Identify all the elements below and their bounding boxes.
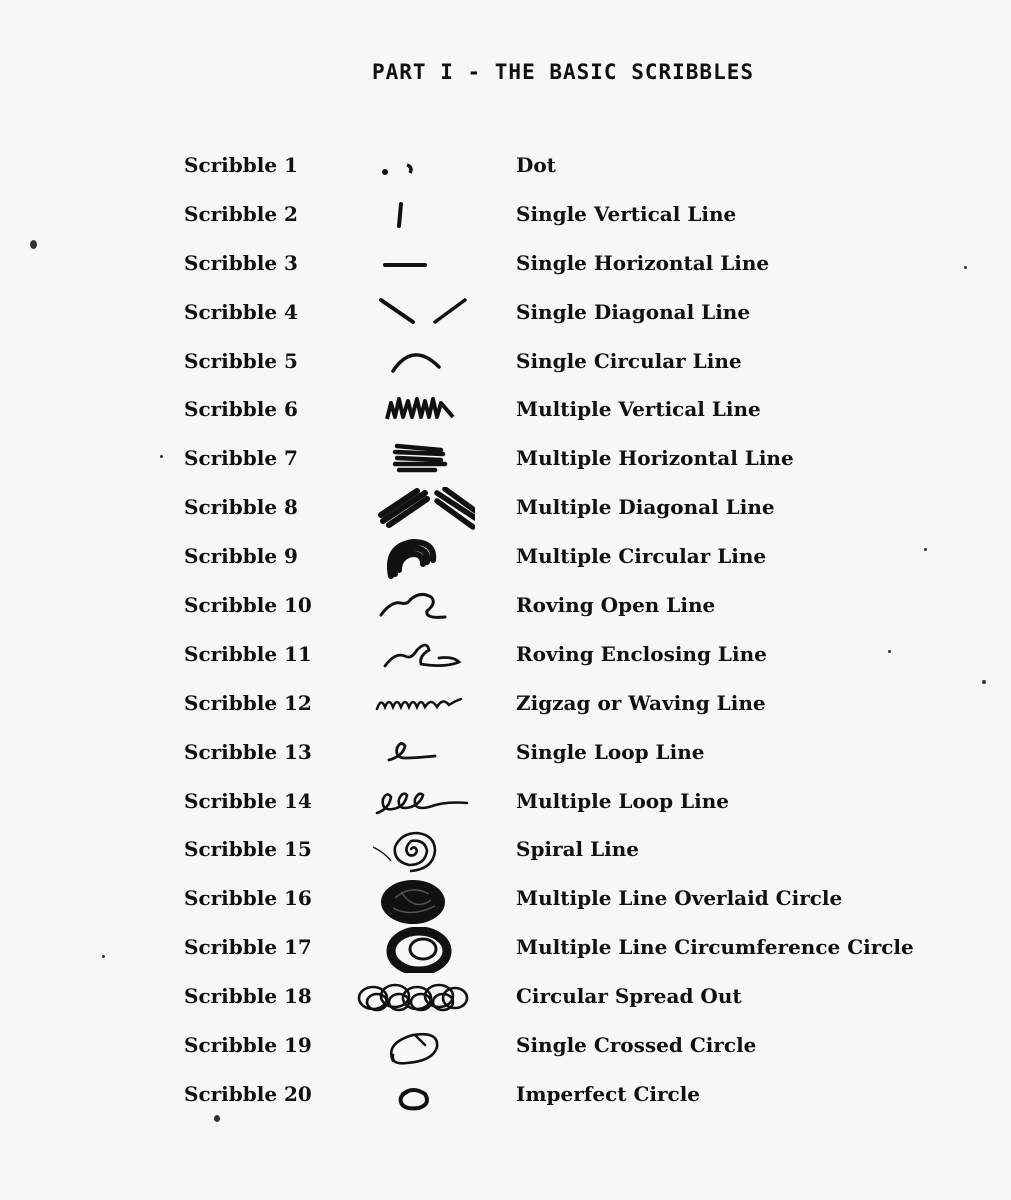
scan-speck <box>964 266 967 269</box>
scan-speck <box>30 240 37 249</box>
scribble-label: Scribble 15 <box>184 837 312 862</box>
scribble-description: Dot <box>516 153 556 177</box>
scan-speck <box>888 650 891 653</box>
list-item <box>0 1074 1011 1123</box>
spiral-line-icon <box>355 829 475 875</box>
scribble-label: Scribble 2 <box>184 201 298 226</box>
zigzag-waving-line-icon <box>355 683 475 729</box>
scribble-label: Scribble 9 <box>184 544 298 569</box>
scribble-description: Multiple Line Overlaid Circle <box>516 886 843 911</box>
page-title: PART I - THE BASIC SCRIBBLES <box>372 60 755 84</box>
scribble-description: Multiple Vertical Line <box>516 397 761 422</box>
list-item <box>0 781 1011 830</box>
scribble-description: Multiple Circular Line <box>516 544 767 569</box>
overlaid-circle-icon <box>355 878 475 924</box>
list-item <box>0 878 1011 927</box>
scribble-label: Scribble 1 <box>184 153 298 177</box>
multiple-vertical-line-icon <box>355 389 475 435</box>
scribble-label: Scribble 6 <box>184 397 298 422</box>
list-item <box>0 145 1011 194</box>
scan-speck <box>924 548 927 551</box>
list-item <box>0 976 1011 1025</box>
scribble-label: Scribble 16 <box>184 886 312 911</box>
dot-scribble-icon <box>355 145 475 191</box>
scribble-label: Scribble 17 <box>184 935 312 960</box>
scan-speck <box>214 1115 220 1122</box>
scribble-label: Scribble 20 <box>184 1081 312 1106</box>
list-item <box>0 536 1011 585</box>
scan-speck <box>102 955 105 958</box>
scribble-label: Scribble 8 <box>184 495 298 520</box>
scribble-description: Single Circular Line <box>516 348 742 373</box>
circumference-circle-icon <box>355 927 475 973</box>
scribble-description: Multiple Horizontal Line <box>516 446 794 471</box>
imperfect-circle-icon <box>355 1074 475 1120</box>
scribble-description: Imperfect Circle <box>516 1081 701 1106</box>
list-item <box>0 487 1011 536</box>
single-vertical-line-icon <box>355 194 475 240</box>
list-item <box>0 194 1011 243</box>
scribble-description: Single Loop Line <box>516 739 705 764</box>
scribble-label: Scribble 13 <box>184 739 312 764</box>
roving-enclosing-line-icon <box>355 634 475 680</box>
single-horizontal-line-icon <box>355 243 475 289</box>
scribble-label: Scribble 19 <box>184 1033 312 1058</box>
scribble-description: Multiple Diagonal Line <box>516 495 775 520</box>
scribble-description: Multiple Loop Line <box>516 788 729 813</box>
scan-speck <box>982 680 986 684</box>
single-crossed-circle-icon <box>355 1025 475 1071</box>
scribble-label: Scribble 18 <box>184 984 312 1009</box>
scribble-label: Scribble 14 <box>184 788 312 813</box>
scribble-description: Multiple Line Circumference Circle <box>516 935 914 960</box>
scribble-label: Scribble 7 <box>184 446 298 471</box>
list-item <box>0 829 1011 878</box>
list-item <box>0 438 1011 487</box>
list-item <box>0 683 1011 732</box>
scribble-label: Scribble 12 <box>184 690 312 715</box>
scribble-label: Scribble 11 <box>184 641 312 666</box>
list-item <box>0 243 1011 292</box>
roving-open-line-icon <box>355 585 475 631</box>
scribble-description: Single Vertical Line <box>516 201 737 226</box>
multiple-loop-line-icon <box>355 781 475 827</box>
single-circular-line-icon <box>355 341 475 387</box>
scribble-description: Single Diagonal Line <box>516 299 751 324</box>
list-item <box>0 389 1011 438</box>
list-item <box>0 1025 1011 1074</box>
multiple-horizontal-line-icon <box>355 438 475 484</box>
scribble-label: Scribble 10 <box>184 593 312 618</box>
scribble-description: Roving Open Line <box>516 593 716 618</box>
scribble-label: Scribble 4 <box>184 299 298 324</box>
list-item <box>0 732 1011 781</box>
multiple-diagonal-line-icon <box>355 487 475 533</box>
scribble-description: Roving Enclosing Line <box>516 641 767 666</box>
circular-spread-out-icon <box>355 976 475 1022</box>
scribble-description: Zigzag or Waving Line <box>516 690 766 715</box>
list-item <box>0 585 1011 634</box>
scribble-description: Spiral Line <box>516 837 640 862</box>
single-diagonal-line-icon <box>355 292 475 338</box>
multiple-circular-line-icon <box>355 536 475 582</box>
list-item <box>0 341 1011 390</box>
scribble-label: Scribble 5 <box>184 348 298 373</box>
scribble-description: Circular Spread Out <box>516 984 742 1009</box>
list-item <box>0 927 1011 976</box>
scribble-description: Single Crossed Circle <box>516 1033 757 1058</box>
list-item <box>0 634 1011 683</box>
scribble-label: Scribble 3 <box>184 250 298 275</box>
scan-speck <box>160 455 163 458</box>
scribble-list <box>0 145 1011 1123</box>
list-item <box>0 292 1011 341</box>
single-loop-line-icon <box>355 732 475 778</box>
scribble-description: Single Horizontal Line <box>516 250 770 275</box>
